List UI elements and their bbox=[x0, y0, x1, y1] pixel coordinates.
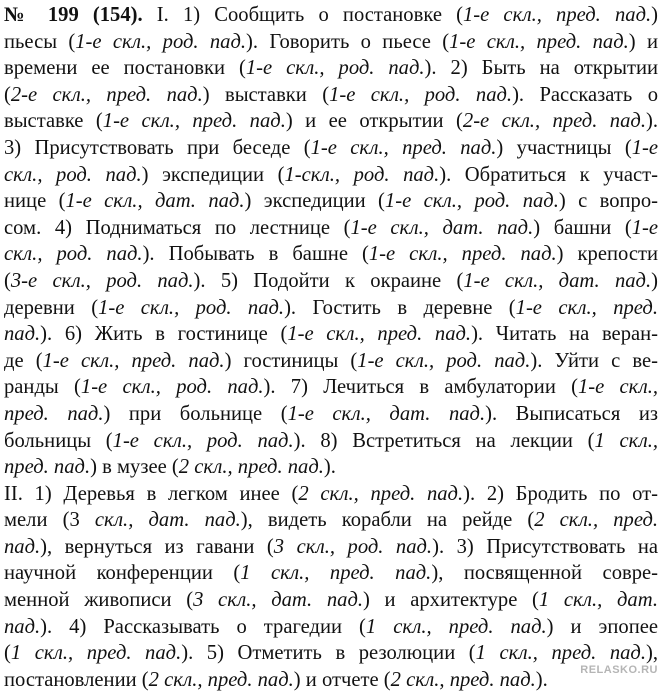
text-segment: мели (3 bbox=[4, 509, 95, 532]
text-segment: ) и отчете ( bbox=[293, 668, 391, 691]
text-line bbox=[4, 614, 658, 641]
grammar-note: скл., дат. пад. bbox=[94, 509, 241, 532]
text-line bbox=[4, 55, 658, 82]
text-line bbox=[4, 374, 658, 401]
text-segment: де ( bbox=[4, 349, 43, 372]
grammar-note: 1 скл., bbox=[594, 429, 658, 452]
grammar-note: 1-е скл., род. пад. bbox=[112, 429, 294, 452]
grammar-note: 1-е скл., род. пад. bbox=[98, 296, 285, 319]
text-line bbox=[4, 215, 658, 242]
exercise-text bbox=[4, 2, 658, 693]
text-segment: ). 2) Быть на открытии bbox=[424, 57, 658, 80]
text-segment: ) и ее открытии ( bbox=[285, 110, 463, 133]
grammar-note: 2-е скл., пред. пад. bbox=[462, 110, 646, 133]
text-segment: ). 3) Присутствовать на bbox=[432, 535, 658, 558]
site-watermark: RELASKO.RU bbox=[580, 664, 658, 676]
grammar-note: 1-е скл., дат. пад. bbox=[463, 269, 652, 292]
grammar-note: 1 скл., пред. пад. bbox=[365, 615, 547, 638]
grammar-note: 2 скл., пред. пад. bbox=[390, 668, 536, 691]
grammar-note: 1 скл., пред. пад. bbox=[240, 562, 432, 585]
text-segment: ). 6) Жить в гостинице ( bbox=[40, 323, 288, 346]
grammar-note: 1-е скл., род. пад. bbox=[384, 190, 559, 213]
text-segment: менной живописи ( bbox=[4, 589, 194, 612]
text-segment: II. 1) Деревья в легком инее ( bbox=[4, 482, 299, 505]
grammar-note: 3-е скл., род. пад. bbox=[10, 269, 194, 292]
grammar-note: пред. пад. bbox=[4, 456, 91, 479]
text-segment: нице ( bbox=[4, 190, 66, 213]
text-segment: ) в музее ( bbox=[90, 456, 179, 479]
grammar-note: 1-е скл., род. пад. bbox=[75, 30, 247, 53]
text-line bbox=[4, 162, 658, 189]
grammar-note: 1-е скл., пред. пад. bbox=[462, 4, 652, 26]
grammar-note: 1 скл., дат. bbox=[538, 589, 658, 612]
grammar-note: 1 скл., пред. пад. bbox=[10, 642, 182, 665]
text-segment: ) при больнице ( bbox=[103, 402, 288, 425]
text-line bbox=[4, 295, 658, 322]
text-line bbox=[4, 587, 658, 614]
text-line bbox=[4, 481, 658, 508]
grammar-note: 1-е скл., дат. пад. bbox=[350, 216, 534, 239]
text-segment: пьесы ( bbox=[4, 30, 76, 53]
text-segment: ) участницы ( bbox=[496, 136, 632, 159]
grammar-note: пад. bbox=[4, 323, 41, 346]
text-segment: ( bbox=[4, 83, 11, 106]
grammar-note: 1 скл., пред. пад. bbox=[475, 642, 646, 665]
text-segment: ) bbox=[651, 4, 658, 26]
grammar-note: пад. bbox=[4, 535, 41, 558]
text-line bbox=[4, 108, 658, 135]
text-segment: I. 1) Сообщить о постановке ( bbox=[142, 4, 463, 26]
grammar-note: 2 скл., пред. пад. bbox=[178, 456, 324, 479]
text-line bbox=[4, 29, 658, 56]
grammar-note: 3 скл., дат. пад. bbox=[193, 589, 364, 612]
text-segment: ). bbox=[323, 456, 336, 479]
text-segment: ). Выписаться из bbox=[485, 402, 658, 425]
grammar-note: 1-е bbox=[631, 136, 658, 159]
grammar-note: 1-скл., род. пад. bbox=[284, 163, 440, 186]
text-line bbox=[4, 507, 658, 534]
text-segment: ) башни ( bbox=[533, 216, 632, 239]
text-line bbox=[4, 560, 658, 587]
text-segment: ) экспедиции ( bbox=[141, 163, 285, 186]
text-line bbox=[4, 401, 658, 428]
text-segment: деревни ( bbox=[4, 296, 99, 319]
grammar-note: 1-е скл., пред. пад. bbox=[368, 243, 557, 266]
grammar-note: 1-е скл., род. пад. bbox=[329, 83, 513, 106]
text-line bbox=[4, 241, 658, 268]
grammar-note: 1-е скл., род. пад. bbox=[80, 376, 264, 399]
text-segment: ( bbox=[4, 642, 11, 665]
grammar-note: 2-е скл., пред. пад. bbox=[10, 83, 203, 106]
text-segment: ), посвященной совре- bbox=[431, 562, 659, 585]
grammar-note: 1-е скл., пред. пад. bbox=[287, 323, 472, 346]
text-segment: сом. 4) Подниматься по лестнице ( bbox=[4, 216, 351, 239]
text-segment: ) и bbox=[628, 30, 658, 53]
text-segment: научной конференции ( bbox=[4, 562, 241, 585]
grammar-note: скл., род. пад. bbox=[4, 243, 143, 266]
text-segment: ). 5) Отметить в резолюции ( bbox=[181, 642, 476, 665]
grammar-note: пред. пад. bbox=[4, 402, 104, 425]
grammar-note: 2 скл., пред. пад. bbox=[148, 668, 294, 691]
grammar-note: 1-е bbox=[631, 216, 659, 239]
grammar-note: 1-е скл., bbox=[577, 376, 658, 399]
text-line bbox=[4, 534, 658, 561]
text-segment: ). Рассказать о bbox=[512, 83, 658, 106]
grammar-note: 1-е скл., пред. пад. bbox=[102, 110, 286, 133]
text-line bbox=[4, 268, 658, 295]
text-segment: ) и эпопее bbox=[546, 615, 658, 638]
text-segment: ранды ( bbox=[4, 376, 81, 399]
text-segment: времени ее постановки ( bbox=[4, 57, 246, 80]
grammar-note: 1-е скл., дат. пад. bbox=[65, 190, 245, 213]
text-segment: ). bbox=[645, 110, 658, 133]
text-segment: ), bbox=[645, 642, 658, 665]
text-segment: ), видеть корабли на рейде ( bbox=[240, 509, 535, 532]
text-line bbox=[4, 640, 658, 667]
text-segment: ). 8) Встретиться на лекции ( bbox=[293, 429, 595, 452]
text-segment: ). Обратиться к участ- bbox=[439, 163, 659, 186]
grammar-note: 2 скл., пред. пад. bbox=[298, 482, 464, 505]
text-line bbox=[4, 321, 658, 348]
text-line bbox=[4, 188, 658, 215]
text-line bbox=[4, 348, 658, 375]
text-segment: ) крепости bbox=[556, 243, 658, 266]
text-segment: ) гостиницы ( bbox=[224, 349, 358, 372]
text-segment: ). Уйти с ве- bbox=[530, 349, 658, 372]
grammar-note: 3 скл., род. пад. bbox=[273, 535, 433, 558]
text-segment: ( bbox=[4, 269, 11, 292]
text-segment: ). Говорить о пьесе ( bbox=[246, 30, 450, 53]
grammar-note: скл., род. пад. bbox=[4, 163, 142, 186]
text-segment: больницы ( bbox=[4, 429, 113, 452]
text-segment: выставке ( bbox=[4, 110, 103, 133]
exercise-number: № 199 (154). bbox=[4, 4, 143, 26]
text-segment: ). bbox=[535, 668, 548, 691]
text-segment: ) и архитектуре ( bbox=[363, 589, 539, 612]
text-segment: ). 2) Бродить по от- bbox=[463, 482, 658, 505]
text-line bbox=[4, 135, 658, 162]
text-line bbox=[4, 82, 658, 109]
text-segment: ). Гостить в деревне ( bbox=[284, 296, 516, 319]
text-line bbox=[4, 2, 658, 29]
grammar-note: 1-е скл., пред. пад. bbox=[449, 30, 629, 53]
grammar-note: 1-е скл., пред. пад. bbox=[42, 349, 225, 372]
text-segment: ) bbox=[651, 269, 658, 292]
text-segment: 3) Присутствовать при беседе ( bbox=[4, 136, 311, 159]
text-segment: ), вернуться из гавани ( bbox=[40, 535, 274, 558]
text-segment: ). Побывать в башне ( bbox=[142, 243, 369, 266]
text-segment: ). 7) Лечиться в амбулатории ( bbox=[263, 376, 578, 399]
text-line bbox=[4, 428, 658, 455]
grammar-note: 2 скл., пред. bbox=[534, 509, 659, 532]
grammar-note: 1-е скл., пред. bbox=[515, 296, 658, 319]
text-segment: ) с вопро- bbox=[558, 190, 658, 213]
text-segment: ). 4) Рассказывать о трагедии ( bbox=[40, 615, 366, 638]
grammar-note: 1-е скл., дат. пад. bbox=[287, 402, 486, 425]
text-segment: постановлении ( bbox=[4, 668, 149, 691]
grammar-note: 1-е скл., род. пад. bbox=[245, 57, 425, 80]
grammar-note: пад. bbox=[4, 615, 41, 638]
grammar-note: 1-е скл., пред. пад. bbox=[310, 136, 497, 159]
text-segment: ) экспедиции ( bbox=[244, 190, 385, 213]
grammar-note: 1-е скл., род. пад. bbox=[357, 349, 531, 372]
text-segment: ). 5) Подойти к окраине ( bbox=[193, 269, 464, 292]
text-line bbox=[4, 454, 658, 481]
text-segment: ) выставки ( bbox=[202, 83, 330, 106]
text-segment: ). Читать на веран- bbox=[471, 323, 659, 346]
